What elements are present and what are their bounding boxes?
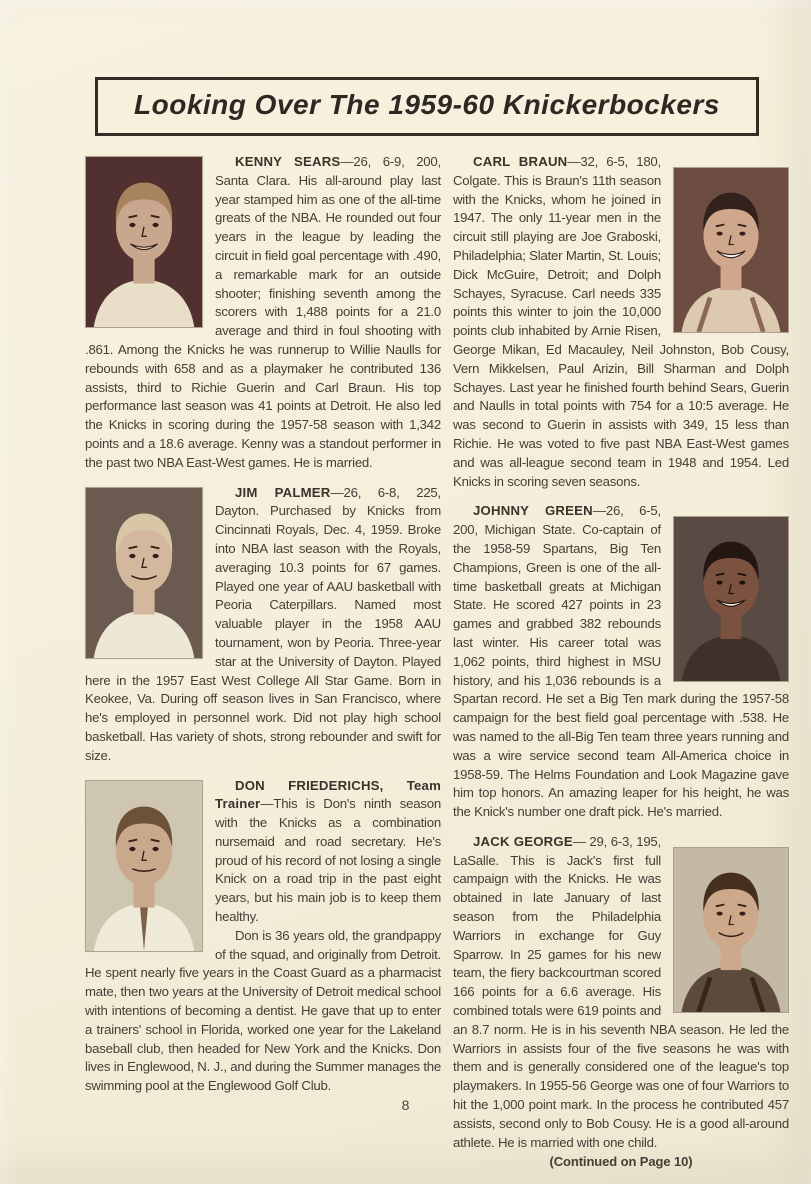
- page-number: 8: [401, 1097, 410, 1113]
- bio-jim-palmer: [85, 484, 441, 766]
- bio-carl-braun: [453, 153, 789, 491]
- player-name: JOHNNY GREEN: [473, 503, 593, 519]
- bio-text-2: Don is 36 years old, the grandpappy of the squad, and originally from Detroit. He spent nearly five years in the Coast Guard as a pharmacist mate, then two years at the University of Detroit medical school with intentions of becoming a dentist. He gave that up to enter a trainers' school in Florida, worked one year for the Lakeland baseball club, then headed for New York and the Knicks. Don lives in Englewood, N. J., and during the Summer manages the swimming pool at the Englewood Golf Club.: [85, 927, 441, 1094]
- bio-body: — 29, 6-3, 195, LaSalle. This is Jack's first full campaign with the Knicks. He was obtained in late January of last season from the Philadelphia Warriors in exchange for Guy Sparrow. In 25 games for his new team, the fiery backcourtman scored 166 points for a 6.6 average. His combined totals were 619 points and an 8.7 norm. He is in his seventh NBA season. He led the Warriors in assists four of the five seasons he was with them and is generally considered one of the league's top playmakers. In 1955-56 George was one of four Warriors to hit the 1,000 point mark. In the process he contributed 457 assists, second only to Bob Cousy. He is a good all-around athlete. He is married with one child.: [453, 833, 789, 1150]
- bio-body: —This is Don's ninth season with the Knicks as a combination nursemaid and road secretary. He's proud of his record of not losing a single Knick on a road trip in the past eight years, but his main job is to keep them healthy.: [215, 796, 441, 925]
- player-name: CARL BRAUN: [473, 154, 568, 169]
- two-column-layout: [85, 153, 789, 1183]
- player-name: JACK GEORGE: [473, 833, 573, 849]
- bio-kenny-sears: [85, 153, 441, 473]
- bio-body: —32, 6-5, 180, Colgate. This is Braun's 11th season with the Knicks, whom he joined in 1947. The only 11-year men in the circuit still playing are Joe Graboski, Philadelphia; Slater Martin, St. Louis; Dick McGuire, Detroit; and Dolph Schayes, Syracuse. Carl needs 335 points this winter to join the 10,000 points club inhabited by Arnie Risen, George Mikan, Ed Macauley, Neil Johnston, Bob Cousy, Vern Mikkelsen, Paul Arizin, Bill Sharman and Dolph Schayes. Last year he finished fourth behind Sears, Guerin and Naulls in total points with 754 for a 10:5 average. He was second to Guerin in assists with 349, 15 less than Richie. He was voted to five past NBA East-West games and was all-league second team in 1948 and 1954. Led Knicks in scoring seven seasons.: [453, 154, 789, 489]
- right-column: [453, 153, 789, 1183]
- page-title: Looking Over The 1959-60 Knickerbockers: [134, 89, 720, 120]
- jim-palmer-photo: [85, 487, 203, 659]
- player-name: JIM PALMER: [235, 484, 331, 500]
- staff-name: DON FRIEDERICHS, Team Trainer: [215, 777, 441, 812]
- kenny-sears-photo: [85, 156, 203, 328]
- title-box: [95, 77, 759, 136]
- bio-body: —26, 6-5, 200, Michigan State. Co-captain of the 1958-59 Spartans, Big Ten Champions, Green is one of the all-time basketball greats at Michigan State. He scored 427 points in 23 games and grabbed 382 rebounds last winter. His career total was 1,062 points, third highest in MSU history, and his 1,036 rebounds is a Spartan record. He set a Big Ten mark during the 1957-58 campaign for the best field goal percentage with .538. He was named to the all-Big Ten team three years running and was a wire service second team All-America choice in 1958-59. The Helms Foundation and Look Magazine gave him top honors. An amazing leaper for his height, he was the Knick's number one draft pick. He's married.: [453, 503, 789, 820]
- page-content: [85, 77, 789, 1183]
- player-name: KENNY SEARS: [235, 154, 341, 169]
- johnny-green-photo: [673, 516, 789, 682]
- bio-body: —26, 6-9, 200, Santa Clara. His all-around play last year stamped him as one of the all-time greats of the NBA. He rounded out four years in the league by leading the circuit in field goal percentage with .490, a remarkable mark for an outside shooter; finishing seventh among the scorers with 1,488 points for a 21.0 average and third in foul shooting with .861. Among the Knicks he was runnerup to Willie Naulls for rebounds with 658 and as a playmaker he contributed 136 assists, third to Richie Guerin and Carl Braun. His top performance last season was 41 points at Detroit. He also led the Knicks in scoring during the 1957-58 season with 1,342 points and a 18.6 average. Kenny was a standout performer in the past two NBA East-West games. He is married.: [85, 154, 441, 470]
- continued-note: (Continued on Page 10): [549, 1154, 693, 1170]
- left-column: [85, 153, 441, 1183]
- bio-don-friederichs: [85, 777, 441, 1097]
- bio-johnny-green: [453, 502, 789, 822]
- jack-george-photo: [673, 847, 789, 1013]
- bio-jack-george: [453, 833, 789, 1172]
- carl-braun-photo: [673, 167, 789, 333]
- don-friederichs-photo: [85, 780, 203, 952]
- bio-body: —26, 6-8, 225, Dayton. Purchased by Knicks from Cincinnati Royals, Dec. 4, 1959. Broke into NBA last season with the Royals, averaging 10.3 points for 67 games. Played one year of AAU basketball with Peoria Caterpillars. Named most valuable player in the 1958 AAU tournament, won by Peoria. Three-year star at the University of Dayton. Played here in the 1957 East West College All Star Game. Born in Keokee, Va. During off season lives in San Francisco, where he's employed in personnel work. Did not play high school basketball. Has variety of shots, strong rebounder and swift for size.: [85, 484, 441, 763]
